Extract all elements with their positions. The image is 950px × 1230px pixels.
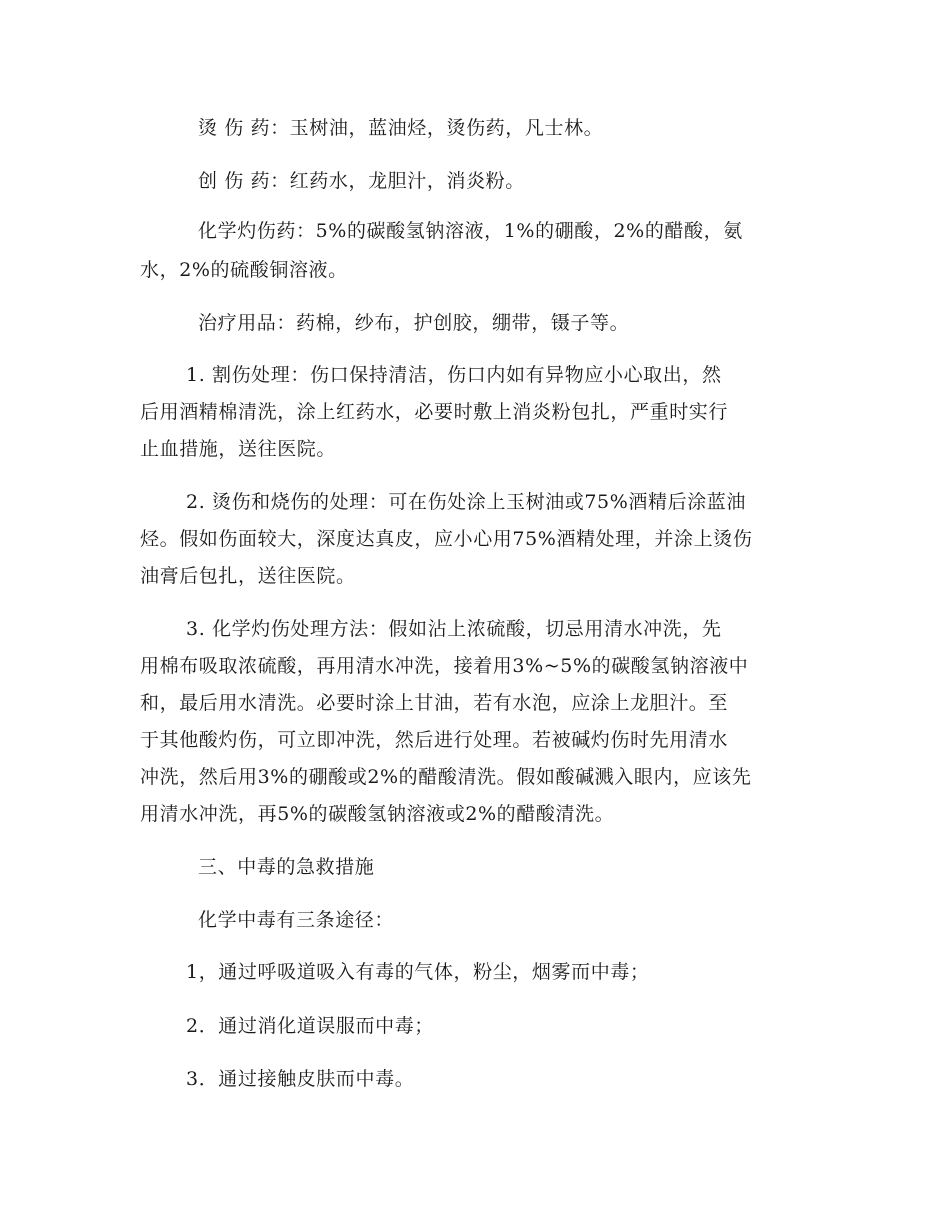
chemical-burn-treatment-line3: 和，最后用水清洗。必要时涂上甘油，若有水泡，应涂上龙胆汁。至 xyxy=(140,692,729,714)
burn-treatment-line1: 2. 烫伤和烧伤的处理：可在伤处涂上玉树油或75%酒精后涂蓝油 xyxy=(186,491,746,513)
poisoning-routes-intro: 化学中毒有三条途径： xyxy=(198,909,395,931)
cut-treatment-line2: 后用酒精棉清洗，涂上红药水，必要时敷上消炎粉包扎，严重时实行 xyxy=(140,401,729,423)
route-item-2: 2．通过消化道误服而中毒； xyxy=(186,1015,434,1037)
chemical-burn-treatment-line4: 于其他酸灼伤，可立即冲洗，然后进行处理。若被碱灼伤时先用清水 xyxy=(140,729,729,751)
treatment-supplies-line: 治疗用品：药棉，纱布，护创胶，绷带，镊子等。 xyxy=(198,312,630,334)
chemical-burn-treatment-line1: 3. 化学灼伤处理方法：假如沾上浓硫酸，切忌用清水冲洗，先 xyxy=(186,618,722,640)
chemical-burn-treatment-line6: 用清水冲洗，再5%的碳酸氢钠溶液或2%的醋酸清洗。 xyxy=(140,803,615,825)
cut-treatment-line3: 止血措施，送往医院。 xyxy=(140,438,337,460)
burn-treatment-line2: 烃。假如伤面较大，深度达真皮，应小心用75%酒精处理，并涂上烫伤 xyxy=(140,528,753,550)
chemical-burn-treatment-line5: 冲洗，然后用3%的硼酸或2%的醋酸清洗。假如酸碱溅入眼内，应该先 xyxy=(140,766,752,788)
route-item-1: 1，通过呼吸道吸入有毒的气体，粉尘，烟雾而中毒； xyxy=(186,961,650,983)
route-item-3: 3．通过接触皮肤而中毒。 xyxy=(186,1068,415,1090)
chemical-burn-medicine-line1: 化学灼伤药：5%的碳酸氢钠溶液，1%的硼酸，2%的醋酸，氨 xyxy=(198,220,743,242)
cut-treatment-line1: 1. 割伤处理：伤口保持清洁，伤口内如有异物应小心取出，然 xyxy=(186,364,722,386)
wound-medicine-line: 创 伤 药：红药水，龙胆汁，消炎粉。 xyxy=(198,170,525,192)
section-heading: 三、中毒的急救措施 xyxy=(198,856,375,878)
chemical-burn-medicine-line2: 水，2%的硫酸铜溶液。 xyxy=(140,259,348,281)
burn-treatment-line3: 油膏后包扎，送往医院。 xyxy=(140,565,356,587)
chemical-burn-treatment-line2: 用棉布吸取浓硫酸，再用清水冲洗，接着用3%~5%的碳酸氢钠溶液中 xyxy=(140,655,749,677)
burn-medicine-line: 烫 伤 药：玉树油，蓝油烃，烫伤药，凡士林。 xyxy=(198,117,604,139)
